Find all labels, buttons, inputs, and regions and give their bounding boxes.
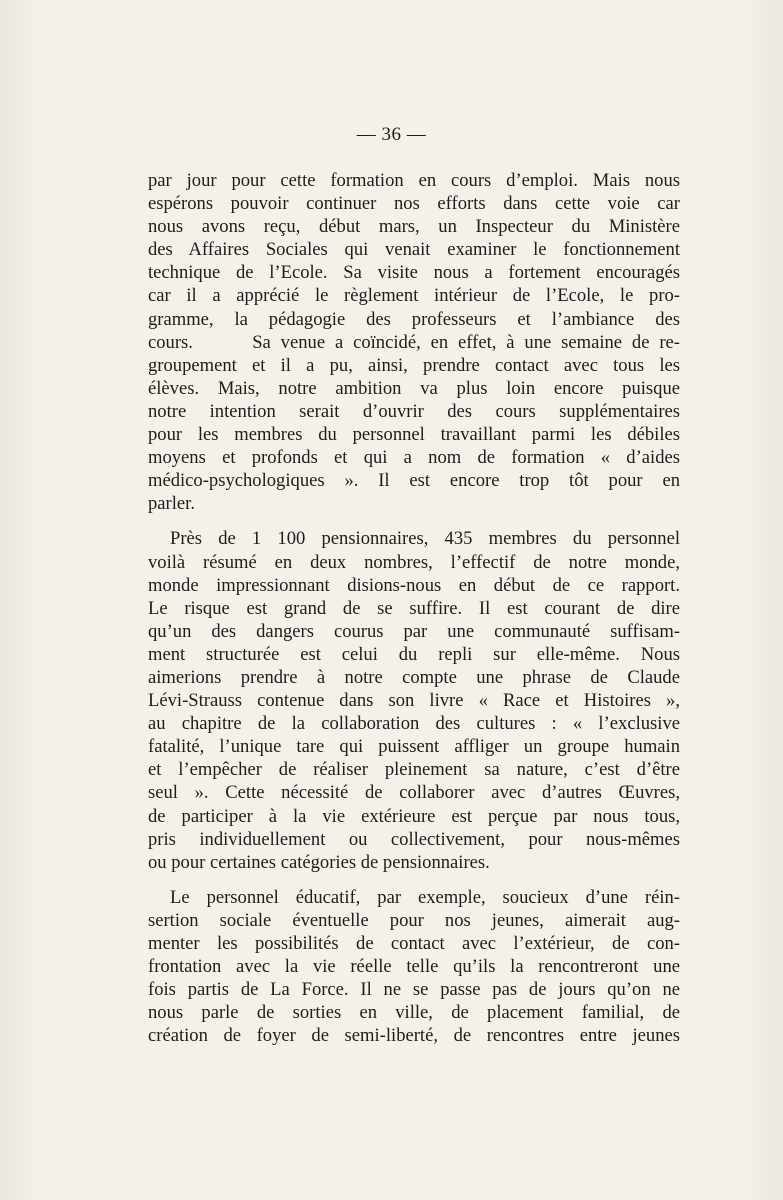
text-line: ment structurée est celui du repli sur elle-même. Nous — [148, 643, 680, 665]
text-line: pris individuellement ou collectivement, pour nous-mêmes — [148, 828, 680, 850]
paragraph-1 — [148, 169, 680, 515]
page-number: — 36 — — [356, 124, 427, 145]
text-line: médico-psychologiques ». Il est encore trop tôt pour en — [148, 470, 680, 492]
text-line: technique de l’Ecole. Sa visite nous a fortement encouragés — [148, 262, 680, 284]
text-line: Lévi-Strauss contenue dans son livre « Race et Histoires », — [148, 690, 680, 712]
body-text — [148, 169, 680, 1047]
text-line: des Affaires Sociales qui venait examiner le fonctionnement — [148, 239, 680, 261]
text-line: Près de 1 100 pensionnaires, 435 membres du personnel — [170, 528, 680, 550]
paragraph-3 — [148, 886, 680, 1048]
text-line: groupement et il a pu, ainsi, prendre contact avec tous les — [148, 354, 680, 376]
text-line: Le risque est grand de se suffire. Il est courant de dire — [148, 597, 680, 619]
text-line: élèves. Mais, notre ambition va plus loin encore puisque — [148, 377, 680, 399]
text-line: parler. — [148, 493, 195, 515]
text-line: frontation avec la vie réelle telle qu’ils la rencontreront une — [148, 956, 680, 978]
text-line: monde impressionnant disions-nous en début de ce rapport. — [148, 574, 680, 596]
text-line: nous avons reçu, début mars, un Inspecteur du Ministère — [148, 216, 680, 238]
text-line: seul ». Cette nécessité de collaborer avec d’autres Œuvres, — [148, 782, 680, 804]
text-line: nous parle de sorties en ville, de placement familial, de — [148, 1002, 680, 1024]
paragraph-spacer — [148, 515, 680, 527]
text-line: pour les membres du personnel travaillant parmi les débiles — [148, 424, 680, 446]
text-line: cours. Sa venue a coïncidé, en effet, à une semaine de re- — [148, 331, 680, 353]
text-line: car il a apprécié le règlement intérieur de l’Ecole, le pro- — [148, 285, 680, 307]
text-line: menter les possibilités de contact avec l’extérieur, de con- — [148, 933, 680, 954]
paragraph-spacer — [148, 874, 680, 886]
text-line: Le personnel éducatif, par exemple, soucieux d’une réin- — [170, 886, 680, 908]
text-line: ou pour certaines catégories de pensionnaires. — [148, 851, 490, 873]
text-line: par jour pour cette formation en cours d’emploi. Mais nous — [148, 170, 680, 191]
text-line: aimerions prendre à notre compte une phrase de Claude — [148, 666, 680, 688]
paragraph-2 — [148, 527, 680, 873]
text-line: et l’empêcher de réaliser pleinement sa nature, c’est d’être — [148, 759, 680, 781]
text-line: au chapitre de la collaboration des cultures : « l’exclusive — [148, 713, 680, 735]
text-line: moyens et profonds et qui a nom de formation « d’aides — [148, 447, 680, 469]
text-line: fatalité, l’unique tare qui puissent affliger un groupe humain — [148, 736, 680, 758]
text-line: notre intention serait d’ouvrir des cours supplémentaires — [148, 400, 680, 422]
text-line: fois partis de La Force. Il ne se passe pas de jours qu’on ne — [148, 979, 680, 1001]
text-line: gramme, la pédagogie des professeurs et l’ambiance des — [148, 308, 680, 330]
text-line: voilà résumé en deux nombres, l’effectif de notre monde, — [148, 551, 680, 573]
text-line: création de foyer de semi-liberté, de rencontres entre jeunes — [148, 1025, 680, 1047]
text-line: sertion sociale éventuelle pour nos jeunes, aimerait aug- — [148, 909, 680, 931]
text-line: espérons pouvoir continuer nos efforts dans cette voie car — [148, 193, 680, 215]
text-line: qu’un des dangers courus par une communauté suffisam- — [148, 620, 680, 642]
text-line: de participer à la vie extérieure est perçue par nous tous, — [148, 805, 680, 827]
